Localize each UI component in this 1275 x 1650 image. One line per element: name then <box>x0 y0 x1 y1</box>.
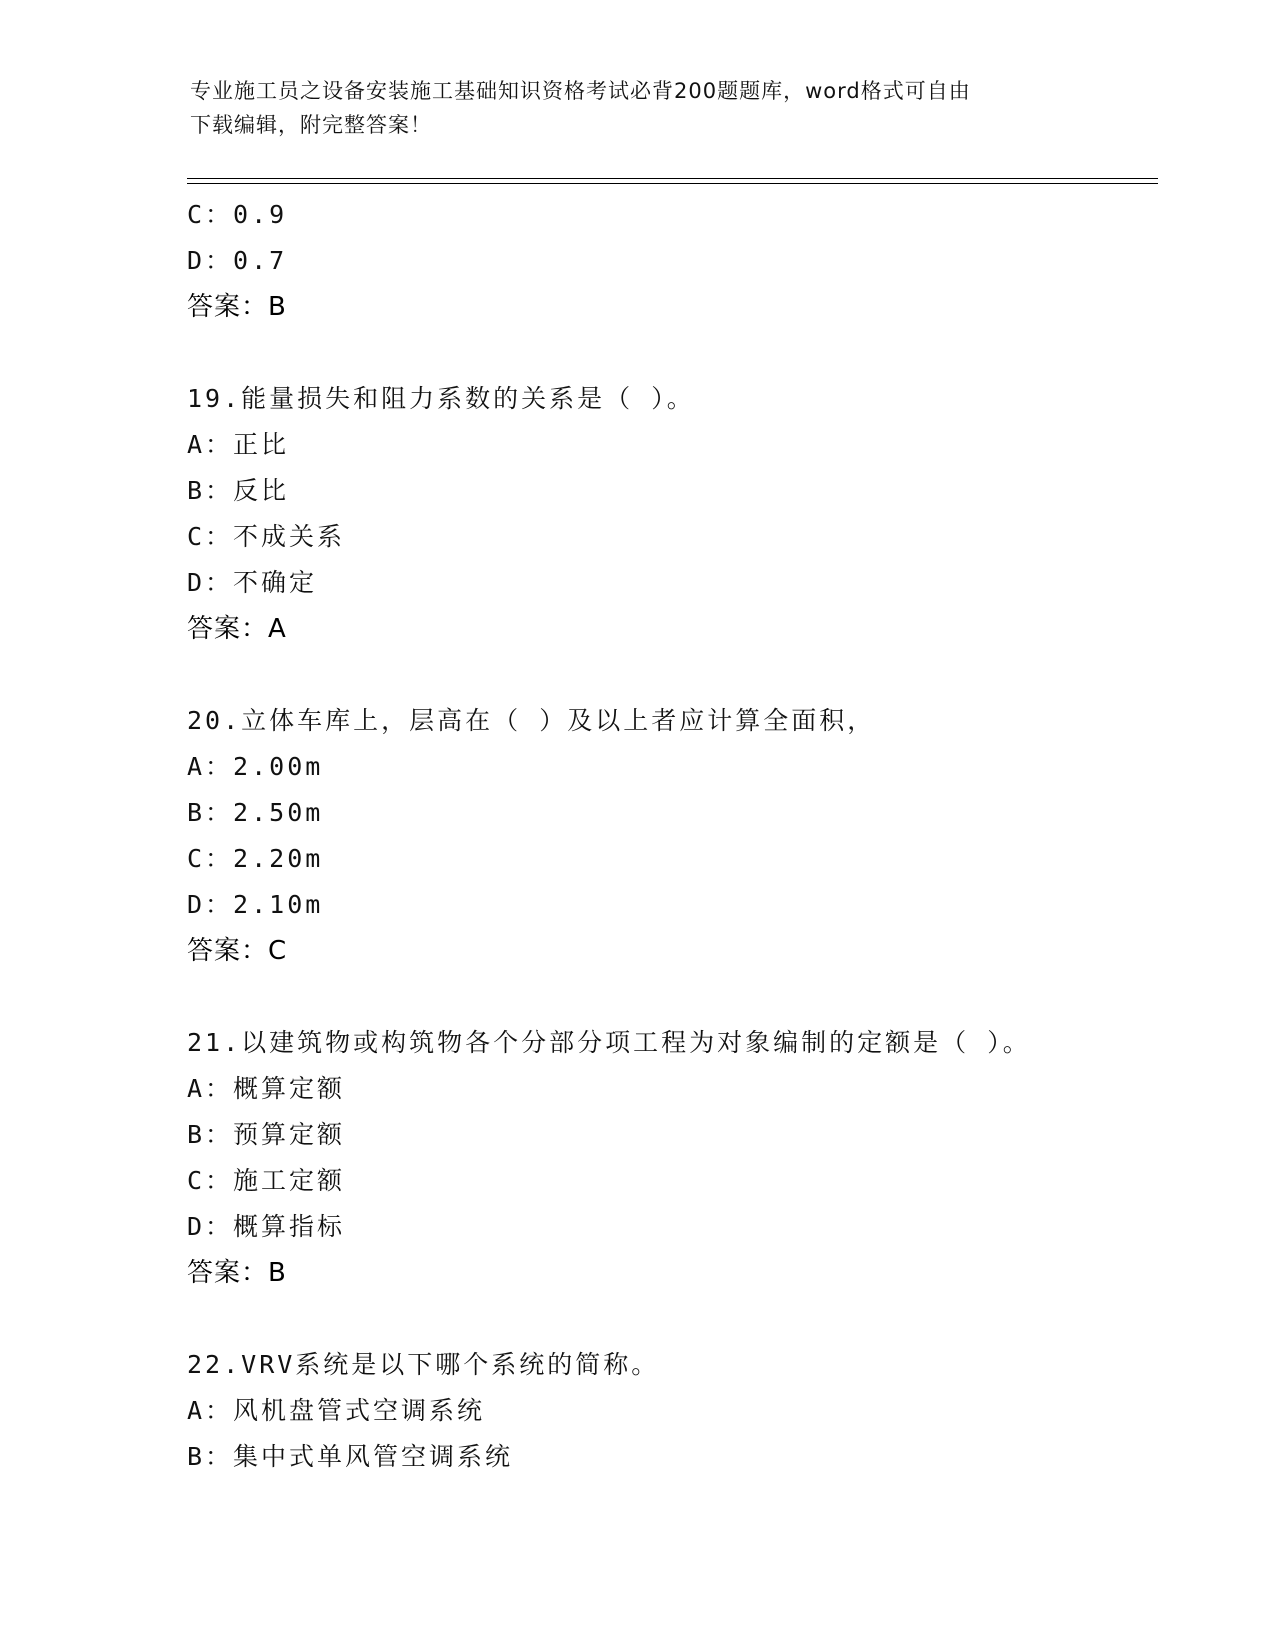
option-a: A：风机盘管式空调系统 <box>187 1396 486 1425</box>
option-a: A：正比 <box>187 430 290 459</box>
question-20 <box>187 698 1187 974</box>
spacer <box>187 974 1187 1020</box>
answer-line: 答案：A <box>187 614 287 644</box>
option-b: B：预算定额 <box>187 1120 346 1149</box>
option-a: A：概算定额 <box>187 1074 346 1103</box>
option-d: D：2.10m <box>187 890 324 919</box>
header-divider-top <box>187 178 1158 179</box>
answer-line: 答案：B <box>187 292 287 322</box>
question-stem: 22.VRV系统是以下哪个系统的简称。 <box>187 1350 660 1379</box>
question-19 <box>187 376 1187 652</box>
option-c: C：2.20m <box>187 844 324 873</box>
question-stem: 20.立体车库上，层高在（ ）及以上者应计算全面积， <box>187 706 876 735</box>
header-line-1: 专业施工员之设备安装施工基础知识资格考试必背200题题库，word格式可自由 <box>190 79 971 103</box>
answer-line: 答案：C <box>187 936 288 966</box>
question-18-continued <box>187 192 1187 330</box>
option-b: B：集中式单风管空调系统 <box>187 1442 514 1471</box>
question-21 <box>187 1020 1187 1296</box>
option-c: C：不成关系 <box>187 522 346 551</box>
question-22 <box>187 1342 1187 1480</box>
option-b: B：2.50m <box>187 798 324 827</box>
option-c: C：施工定额 <box>187 1166 346 1195</box>
option-c: C：0.9 <box>187 200 288 229</box>
question-list <box>187 192 1187 1480</box>
document-header <box>190 74 1090 142</box>
spacer <box>187 330 1187 376</box>
header-line-2: 下载编辑，附完整答案！ <box>190 113 432 137</box>
question-stem: 21.以建筑物或构筑物各个分部分项工程为对象编制的定额是（ ）。 <box>187 1028 1031 1057</box>
header-divider-bottom <box>187 183 1158 184</box>
option-d: D：概算指标 <box>187 1212 346 1241</box>
option-b: B：反比 <box>187 476 290 505</box>
answer-line: 答案：B <box>187 1258 287 1288</box>
spacer <box>187 1296 1187 1342</box>
spacer <box>187 652 1187 698</box>
option-a: A：2.00m <box>187 752 324 781</box>
option-d: D：0.7 <box>187 246 288 275</box>
option-d: D：不确定 <box>187 568 318 597</box>
question-stem: 19.能量损失和阻力系数的关系是（ ）。 <box>187 384 695 413</box>
